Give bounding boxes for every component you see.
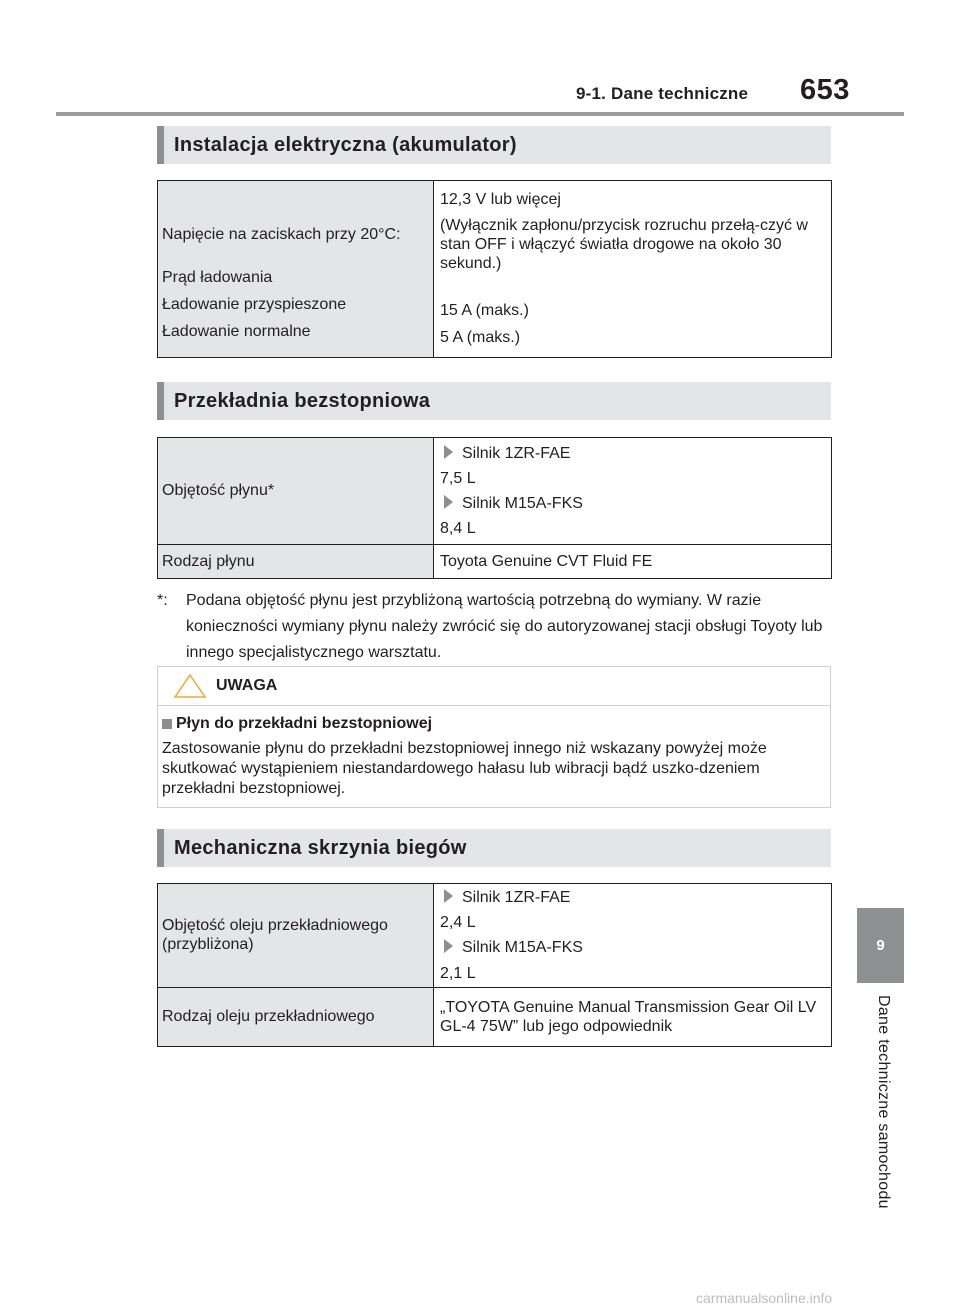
warning-title: UWAGA	[216, 677, 278, 694]
triangle-bullet-icon	[444, 495, 453, 509]
section-heading-text: Mechaniczna skrzynia biegów	[174, 836, 467, 859]
volume-value: 8,4 L	[440, 520, 476, 538]
square-bullet-icon	[162, 719, 172, 729]
triangle-bullet-icon	[444, 889, 453, 903]
triangle-bullet-icon	[444, 445, 453, 459]
charging-current-label: Prąd ładowania	[162, 268, 273, 286]
fluid-type-value: Toyota Genuine CVT Fluid FE	[434, 545, 832, 579]
voltage-note: (Wyłącznik zapłonu/przycisk rozruchu przełą-czyć w stan OFF i włączyć światła drogowe na około 30 sekund.)	[440, 216, 808, 272]
footnote-mark: *:	[157, 592, 168, 609]
section-heading-text: Przekładnia bezstopniowa	[174, 389, 431, 412]
warning-subtitle-text: Płyn do przekładni bezstopniowej	[176, 715, 433, 732]
spec-value-cell	[434, 438, 832, 545]
section-heading-manual	[157, 829, 831, 867]
chapter-label: Dane techniczne samochodu	[875, 995, 892, 1209]
engine-name: Silnik 1ZR-FAE	[462, 889, 571, 906]
engine-item	[440, 938, 827, 957]
engine-item	[440, 444, 827, 463]
engine-name: Silnik M15A-FKS	[462, 495, 583, 512]
page-number: 653	[800, 74, 850, 106]
chapter-tab[interactable]	[857, 908, 904, 983]
section-heading-text: Instalacja elektryczna (akumulator)	[174, 133, 517, 156]
engine-item	[440, 888, 827, 907]
volume-value: 2,4 L	[440, 914, 476, 932]
footnote-text: Podana objętość płynu jest przybliżoną wartością potrzebną do wymiany. W razie konieczności wymiany płynu należy zwrócić się do autoryzowanej stacji obsługi Toyoty lub innego specjalistycznego warsztatu.	[186, 592, 823, 661]
warning-box	[157, 666, 831, 808]
section-heading-battery	[157, 126, 831, 164]
spec-value-cell	[434, 884, 832, 988]
section-heading-cvt	[157, 382, 831, 420]
voltage-label: Napięcie na zaciskach przy 20°C:	[162, 225, 401, 243]
fluid-volume-label: Objętość płynu*	[158, 438, 434, 545]
heading-bar	[157, 382, 164, 420]
page-header	[0, 0, 960, 120]
fluid-type-label: Rodzaj płynu	[158, 545, 434, 579]
volume-value: 7,5 L	[440, 469, 476, 487]
heading-bar	[157, 829, 164, 867]
table-row	[158, 181, 832, 358]
fast-charging-value: 15 A (maks.)	[440, 302, 529, 320]
oil-volume-label: Objętość oleju przekładniowego (przybliżona)	[158, 884, 434, 988]
footnote	[157, 588, 837, 666]
heading-bar	[157, 126, 164, 164]
spec-value-cell	[434, 181, 832, 358]
engine-name: Silnik 1ZR-FAE	[462, 444, 571, 462]
table-row	[158, 545, 832, 579]
battery-spec-table	[157, 180, 832, 358]
table-row	[158, 438, 832, 545]
warning-header	[158, 667, 830, 706]
oil-type-value: „TOYOTA Genuine Manual Transmission Gear Oil LV GL-4 75W” lub jego odpowiednik	[434, 987, 832, 1046]
watermark: carmanualsonline.info	[696, 1290, 833, 1306]
engine-name: Silnik M15A-FKS	[462, 939, 583, 957]
warning-text: Zastosowanie płynu do przekładni bezstopniowej innego niż wskazany powyżej może skutkować wystąpieniem niestandardowego hałasu lub wibracji bądź uszko-dzeniem przekładni bezstopniowej.	[162, 740, 767, 797]
manual-spec-table	[157, 883, 832, 1047]
fast-charging-label: Ładowanie przyspieszone	[162, 296, 347, 313]
chapter-number: 9	[876, 937, 885, 954]
voltage-value: 12,3 V lub więcej	[440, 191, 561, 209]
engine-item	[440, 494, 827, 513]
triangle-bullet-icon	[444, 939, 453, 953]
normal-charging-label: Ładowanie normalne	[162, 323, 311, 341]
section-title: 9-1. Dane techniczne	[576, 84, 749, 103]
warning-subtitle	[162, 714, 826, 734]
oil-type-label: Rodzaj oleju przekładniowego	[158, 987, 434, 1046]
volume-value: 2,1 L	[440, 964, 476, 982]
table-row	[158, 884, 832, 988]
spec-key-cell	[158, 181, 434, 358]
header-divider	[56, 112, 904, 116]
warning-triangle-icon	[174, 674, 206, 698]
normal-charging-value: 5 A (maks.)	[440, 329, 521, 347]
warning-body	[158, 706, 830, 799]
table-row	[158, 987, 832, 1046]
cvt-spec-table	[157, 437, 832, 579]
